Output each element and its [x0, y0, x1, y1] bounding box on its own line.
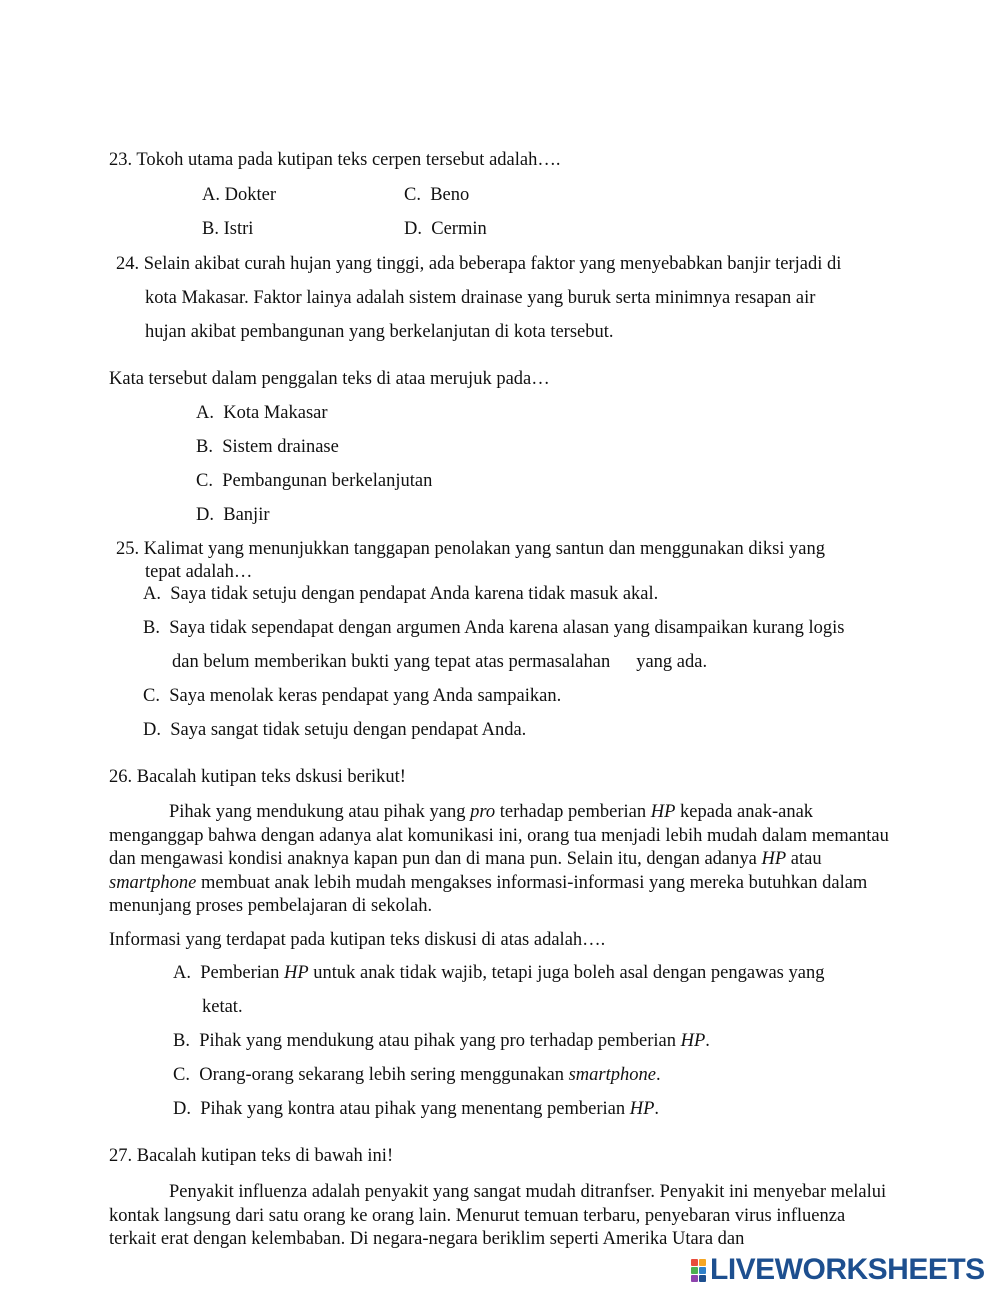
logo-square	[691, 1267, 698, 1274]
q24-option-d[interactable]	[196, 504, 270, 526]
q24-option-a[interactable]	[196, 402, 328, 424]
q25-option-b[interactable]	[143, 617, 844, 639]
option-letter: C.	[173, 1065, 190, 1085]
option-letter: B.	[202, 219, 219, 239]
q24-stem-line-3: hujan akibat pembangunan yang berkelanjutan di kota tersebut.	[145, 322, 614, 342]
option-text: Kota Makasar	[223, 403, 328, 423]
logo-square	[691, 1259, 698, 1266]
q23-stem: 23. Tokoh utama pada kutipan teks cerpen tersebut adalah….	[109, 150, 561, 170]
option-text: Pihak yang mendukung atau pihak yang pro terhadap pemberian HP.	[199, 1031, 710, 1051]
option-letter: D.	[173, 1099, 191, 1119]
q26-question: Informasi yang terdapat pada kutipan teks diskusi di atas adalah….	[109, 930, 606, 950]
option-text: Pihak yang kontra atau pihak yang menentang pemberian HP.	[200, 1099, 660, 1119]
q26-stem: 26. Bacalah kutipan teks dskusi berikut!	[109, 767, 406, 787]
logo-text: LIVEWORKSHEETS	[710, 1253, 985, 1286]
logo-square	[699, 1259, 706, 1266]
option-text: yang ada.	[636, 652, 708, 672]
q23-option-c[interactable]	[404, 184, 469, 206]
option-text: Saya menolak keras pendapat yang Anda sampaikan.	[169, 686, 562, 706]
q23-option-b[interactable]	[202, 218, 253, 240]
option-text: Istri	[223, 219, 254, 239]
q26-option-a-continuation[interactable]: ketat.	[202, 997, 243, 1017]
q25-option-d[interactable]	[143, 719, 526, 741]
option-text: Beno	[430, 185, 470, 205]
option-letter: C.	[196, 471, 213, 491]
q26-passage: Pihak yang mendukung atau pihak yang pro terhadap pemberian HP kepada anak-anak menganggap bahwa dengan adanya alat komunikasi ini, orang tua menjadi lebih mudah dalam memantau dan mengawasi kondisi anaknya kapan pun dan di mana pun. Selain itu, dengan adanya HP atau smartphone membuat anak lebih mudah mengakses informasi-informasi yang mereka butuhkan dalam menunjang proses pembelajaran di sekolah.	[109, 802, 889, 916]
option-letter: A.	[202, 185, 220, 205]
q24-option-c[interactable]	[196, 470, 432, 492]
q27-stem: 27. Bacalah kutipan teks di bawah ini!	[109, 1146, 394, 1166]
q25-stem-line-2: tepat adalah…	[145, 562, 253, 582]
q25-option-b-continuation[interactable]	[172, 651, 707, 673]
option-text: Cermin	[431, 219, 487, 239]
q23-option-a[interactable]	[202, 184, 276, 206]
option-text: Saya tidak setuju dengan pendapat Anda karena tidak masuk akal.	[170, 584, 659, 604]
option-letter: C.	[404, 185, 421, 205]
option-letter: C.	[143, 686, 160, 706]
logo-square	[699, 1267, 706, 1274]
option-text: dan belum memberikan bukti yang tepat atas permasalahan	[172, 652, 611, 672]
q25-option-a[interactable]	[143, 583, 658, 605]
q25-stem-line-1: 25. Kalimat yang menunjukkan tanggapan penolakan yang santun dan menggunakan diksi yang	[116, 539, 825, 559]
liveworksheets-logo[interactable]	[691, 1254, 985, 1286]
q24-stem-line-2: kota Makasar. Faktor lainya adalah sistem drainase yang buruk serta minimnya resapan air	[145, 288, 816, 308]
option-text: Saya sangat tidak setuju dengan pendapat Anda.	[170, 720, 527, 740]
option-letter: D.	[196, 505, 214, 525]
option-letter: A.	[143, 584, 161, 604]
option-letter: D.	[143, 720, 161, 740]
q26-option-d[interactable]	[173, 1098, 659, 1120]
logo-square	[691, 1275, 698, 1282]
q25-option-c[interactable]	[143, 685, 561, 707]
option-text: Saya tidak sependapat dengan argumen Anda karena alasan yang disampaikan kurang logis	[169, 618, 845, 638]
logo-square	[699, 1275, 706, 1282]
option-letter: B.	[196, 437, 213, 457]
option-text: Banjir	[223, 505, 270, 525]
q26-option-b[interactable]	[173, 1030, 710, 1052]
q24-option-b[interactable]	[196, 436, 339, 458]
option-letter: D.	[404, 219, 422, 239]
option-letter: B.	[143, 618, 160, 638]
q26-option-c[interactable]	[173, 1064, 661, 1086]
option-text: Sistem drainase	[222, 437, 339, 457]
option-letter: B.	[173, 1031, 190, 1051]
q24-stem-line-1: 24. Selain akibat curah hujan yang tinggi, ada beberapa faktor yang menyebabkan banjir terjadi di	[116, 254, 842, 274]
option-text: Pemberian HP untuk anak tidak wajib, tetapi juga boleh asal dengan pengawas yang	[200, 963, 825, 983]
q27-passage: Penyakit influenza adalah penyakit yang sangat mudah ditranfser. Penyakit ini menyebar melalui kontak langsung dari satu orang ke orang lain. Menurut temuan terbaru, penyebaran virus influenza terkait erat dengan kelembaban. Di negara-negara beriklim seperti Amerika Utara dan	[109, 1182, 887, 1249]
option-text: Pembangunan berkelanjutan	[222, 471, 433, 491]
option-letter: A.	[196, 403, 214, 423]
option-text: Dokter	[224, 185, 276, 205]
q23-option-d[interactable]	[404, 218, 487, 240]
option-letter: A.	[173, 963, 191, 983]
q26-option-a[interactable]	[173, 962, 824, 984]
option-text: Orang-orang sekarang lebih sering menggunakan smartphone.	[199, 1065, 661, 1085]
q24-question: Kata tersebut dalam penggalan teks di ataa merujuk pada…	[109, 369, 550, 389]
logo-icon	[691, 1259, 706, 1282]
